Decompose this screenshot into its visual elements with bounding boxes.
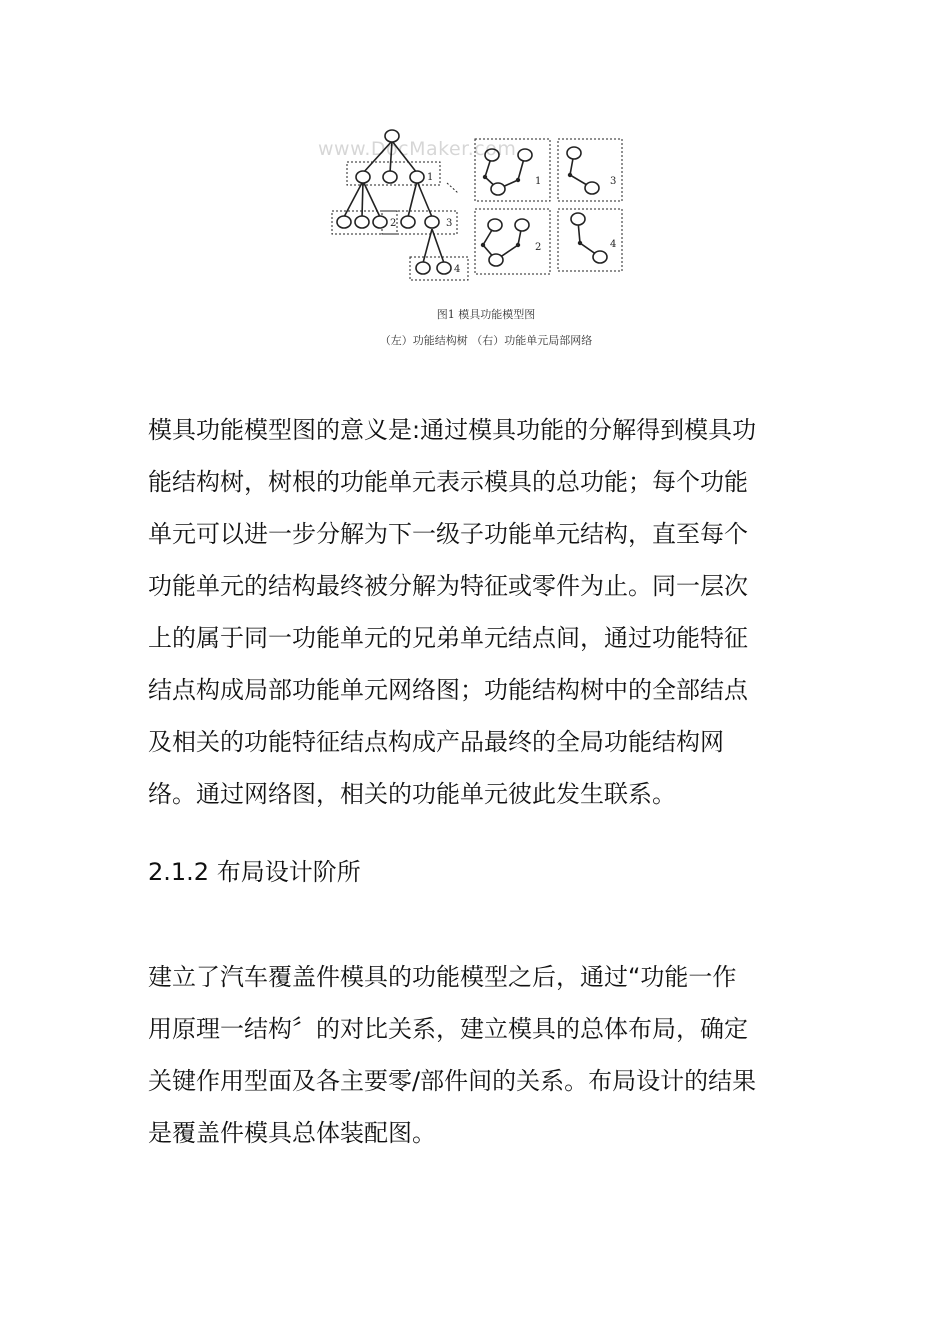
tree-node: [356, 171, 370, 183]
network-node: [571, 213, 585, 225]
feature-node: [578, 241, 582, 245]
tree-node: [373, 216, 387, 228]
paragraph-line: 上的属于同一功能单元的兄弟单元结点间，通过功能特征: [148, 624, 748, 652]
network-node: [585, 182, 599, 194]
tree-node: [425, 216, 439, 228]
paragraph-line: 建立了汽车覆盖件模具的功能模型之后，通过“功能一作: [148, 963, 737, 991]
paragraph-line: 结点构成局部功能单元网络图；功能结构树中的全部结点: [148, 676, 748, 704]
tree-edge: [423, 229, 432, 263]
tree-edge: [408, 181, 417, 217]
tree-node: [383, 171, 397, 183]
paragraph-line: 及相关的功能特征结点构成产品最终的全局功能结构网: [148, 728, 724, 756]
network-node: [515, 219, 529, 231]
figure-caption-title: 图1 模具功能模型图: [436, 308, 536, 321]
paragraph-model-meaning: [148, 404, 808, 820]
feature-node: [568, 173, 572, 177]
tree-edge: [417, 181, 432, 217]
tree-node: [410, 171, 424, 183]
feature-node: [481, 243, 485, 247]
figure-watermark: www.DocMaker.com: [318, 138, 517, 160]
network-node: [489, 254, 503, 266]
paragraph-line: 关键作用型面及各主要零/部件间的关系。布局设计的结果: [148, 1067, 757, 1095]
tree-node: [355, 216, 369, 228]
tree-edge: [363, 181, 380, 217]
tree-label-4: 4: [454, 264, 461, 275]
tree-node: [437, 262, 451, 274]
network-node: [593, 251, 607, 263]
network-label-4: 4: [610, 239, 617, 250]
network-link: [483, 225, 522, 260]
network-node: [518, 149, 532, 161]
feature-node: [483, 175, 487, 179]
feature-node: [516, 178, 520, 182]
paragraph-line: 模具功能模型图的意义是:通过模具功能的分解得到模具功: [148, 416, 757, 444]
tree-label-3: 3: [446, 218, 453, 229]
paragraph-layout-design: [148, 951, 808, 1159]
network-label-2: 2: [535, 242, 542, 253]
paragraph-line: 用原理一结构〞的对比关系，建立模具的总体布局，确定: [148, 1015, 748, 1043]
tree-edge: [362, 181, 363, 217]
paragraph-line: 能结构树，树根的功能单元表示模具的总功能；每个功能: [148, 468, 748, 496]
network-node: [567, 147, 581, 159]
figure-caption-subtitle: （左）功能结构树 （右）功能单元局部网络: [379, 334, 593, 347]
network-label-1: 1: [535, 176, 542, 187]
tree-node: [337, 216, 351, 228]
network-node: [491, 183, 505, 195]
network-label-3: 3: [610, 176, 617, 187]
feature-node: [516, 243, 520, 247]
section-heading: 2.1.2 布局设计阶所: [148, 858, 361, 886]
tree-node: [401, 216, 415, 228]
paragraph-line: 是覆盖件模具总体装配图。: [148, 1119, 436, 1147]
paragraph-line: 功能单元的结构最终被分解为特征或零件为止。同一层次: [148, 572, 748, 600]
paragraph-line: 络。通过网络图，相关的功能单元彼此发生联系。: [148, 780, 676, 808]
tree-label-1: 1: [427, 172, 434, 183]
tree-edge: [344, 181, 363, 217]
tree-label-2: 2: [390, 218, 397, 229]
tree-node: [416, 262, 430, 274]
tree-connector: [447, 183, 458, 193]
network-node: [488, 219, 502, 231]
paragraph-line: 单元可以进一步分解为下一级子功能单元结构，直至每个: [148, 520, 748, 548]
